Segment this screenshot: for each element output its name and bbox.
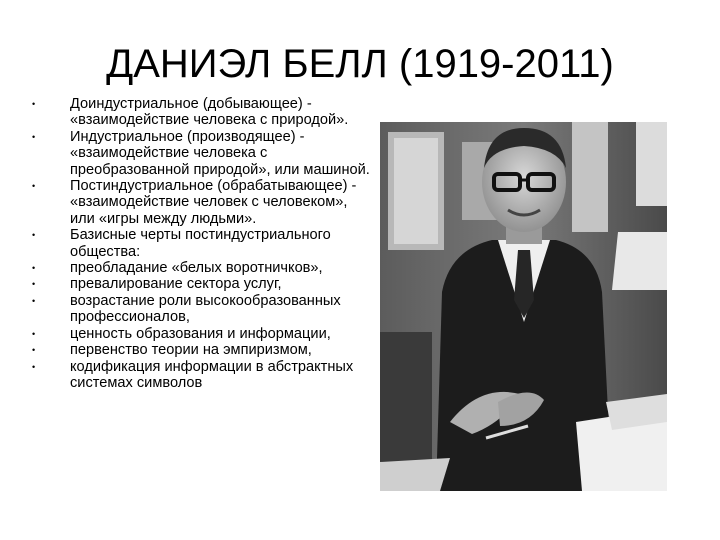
bullet-icon: • [32, 345, 36, 356]
bullet-item [32, 129, 372, 178]
bullet-text: ценность образования и информации, [70, 325, 331, 342]
wall-picture-inner [394, 138, 438, 244]
bullet-icon: • [32, 230, 36, 241]
bullet-icon: • [32, 279, 36, 290]
bullet-icon: • [32, 295, 36, 306]
wall-picture [572, 122, 608, 232]
bullet-item [32, 96, 372, 129]
bullet-text: первенство теории на эмпиризмом, [70, 342, 312, 359]
desk-papers [380, 458, 450, 491]
bullet-text: возрастание роли высокообразованных профессионалов, [70, 292, 341, 326]
bullet-text: кодификация информации в абстрактных системах символов [70, 358, 354, 391]
bullet-item [32, 178, 372, 227]
lamp-shade [612, 232, 667, 290]
bullet-icon: • [32, 263, 36, 274]
bullet-text: преобладание «белых воротничков», [70, 260, 323, 277]
bullet-icon: • [32, 131, 36, 142]
slide-title: ДАНИЭЛ БЕЛЛ (1919-2011) [106, 42, 614, 86]
bullet-text: Индустриальное (производящее) - «взаимодействие человека с преобразованной природой», или машиной. [70, 128, 370, 178]
bullet-list [32, 96, 372, 391]
bullet-item [32, 326, 372, 342]
bullet-text: превалирование сектора услуг, [70, 276, 282, 293]
bullet-item [32, 227, 372, 260]
bullet-icon: • [32, 181, 36, 192]
bullet-item [32, 359, 372, 392]
wall-picture [636, 122, 667, 206]
bullet-item [32, 276, 372, 292]
bullet-item [32, 260, 372, 276]
bullet-icon: • [32, 361, 36, 372]
bullet-item [32, 342, 372, 358]
bullet-text: Доиндустриальное (добывающее) - «взаимодействие человека с природой». [70, 96, 349, 129]
bullet-icon: • [32, 328, 36, 339]
portrait-photo [380, 122, 667, 491]
bullet-item [32, 293, 372, 326]
bullet-icon: • [32, 99, 36, 109]
bullet-text: Постиндустриальное (обрабатывающее) - «взаимодействие человек с человеком», или «игры между людьми». [70, 178, 357, 227]
bullet-text: Базисные черты постиндустриального общества: [70, 227, 331, 260]
